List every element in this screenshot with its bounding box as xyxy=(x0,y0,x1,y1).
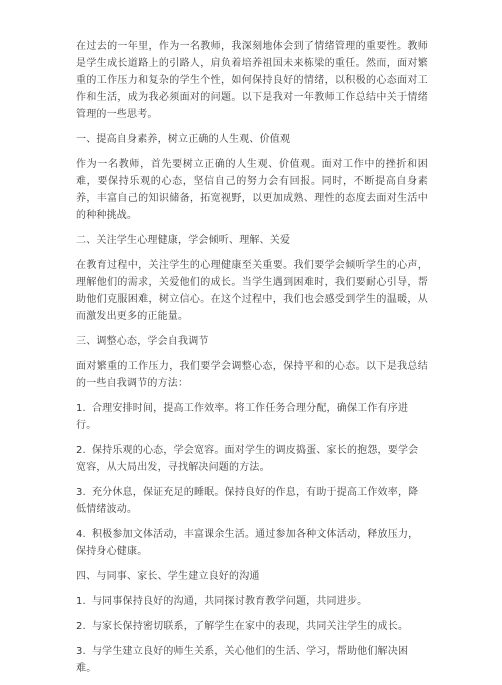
item-text: 积极参加文体活动，丰富课余生活。通过参加各种文体活动，释放压力，保持身心健康。 xyxy=(76,529,419,557)
item-text: 充分休息，保证充足的睡眠。保持良好的作息，有助于提高工作效率，降低情绪波动。 xyxy=(76,487,419,515)
item-number: 2. xyxy=(76,445,86,456)
section-4-item xyxy=(76,643,428,677)
section-3-body: 面对繁重的工作压力，我们要学会调整心态，保持平和的心态。以下是我总结的一些自我调节的方法： xyxy=(76,361,428,389)
item-text: 合理安排时间，提高工作效率。将工作任务合理分配，确保工作有序进行。 xyxy=(76,403,409,431)
section-4-item xyxy=(76,593,428,610)
section-3-item xyxy=(76,442,428,476)
section-1-body: 作为一名教师，首先要树立正确的人生观、价值观。面对工作中的挫折和困难，要保持乐观的心态，坚信自己的努力会有回报。同时，不断提高自身素养，丰富自己的知识储备，拓宽视野，以更加成熟、理性的态度去面对生活中的种种挑战。 xyxy=(76,159,428,221)
item-text: 与家长保持密切联系，了解学生在家中的表现，共同关注学生的成长。 xyxy=(91,621,409,632)
section-2-body: 在教育过程中，关注学生的心理健康至关重要。我们要学会倾听学生的心声，理解他们的需求，关爱他们的成长。当学生遇到困难时，我们要耐心引导，帮助他们克服困难，树立信心。在这个过程中，我们也会感受到学生的温暖，从而激发出更多的正能量。 xyxy=(76,260,428,322)
section-2-heading: 二、关注学生心理健康，学会倾听、理解、关爱 xyxy=(76,235,291,246)
item-number: 1. xyxy=(76,596,86,607)
item-number: 4. xyxy=(76,529,86,540)
item-number: 3. xyxy=(76,646,86,657)
section-4-item xyxy=(76,618,428,635)
section-4-heading: 四、与同事、家长、学生建立良好的沟通 xyxy=(76,571,260,582)
section-3-item xyxy=(76,484,428,518)
item-text: 与学生建立良好的师生关系，关心他们的生活、学习，帮助他们解决困难。 xyxy=(76,646,409,674)
item-number: 2. xyxy=(76,621,86,632)
item-text: 保持乐观的心态，学会宽容。面对学生的调皮捣蛋、家长的抱怨，要学会宽容，从大局出发，寻找解决问题的方法。 xyxy=(76,445,419,473)
document-page xyxy=(76,38,428,685)
item-text: 与同事保持良好的沟通，共同探讨教育教学问题，共同进步。 xyxy=(91,596,368,607)
item-number: 1. xyxy=(76,403,86,414)
section-3-item xyxy=(76,526,428,560)
section-3-item xyxy=(76,400,428,434)
section-1-heading: 一、提高自身素养，树立正确的人生观、价值观 xyxy=(76,134,291,145)
section-3-heading: 三、调整心态，学会自我调节 xyxy=(76,336,209,347)
item-number: 3. xyxy=(76,487,86,498)
intro-paragraph: 在过去的一年里，作为一名教师，我深刻地体会到了情绪管理的重要性。教师是学生成长道路上的引路人，肩负着培养祖国未来栋梁的重任。然而，面对繁重的工作压力和复杂的学生个性，如何保持良好的情绪，以积极的心态面对工作和生活，成为我必须面对的问题。以下是我对一年教师工作总结中关于情绪管理的一些思考。 xyxy=(76,41,428,120)
